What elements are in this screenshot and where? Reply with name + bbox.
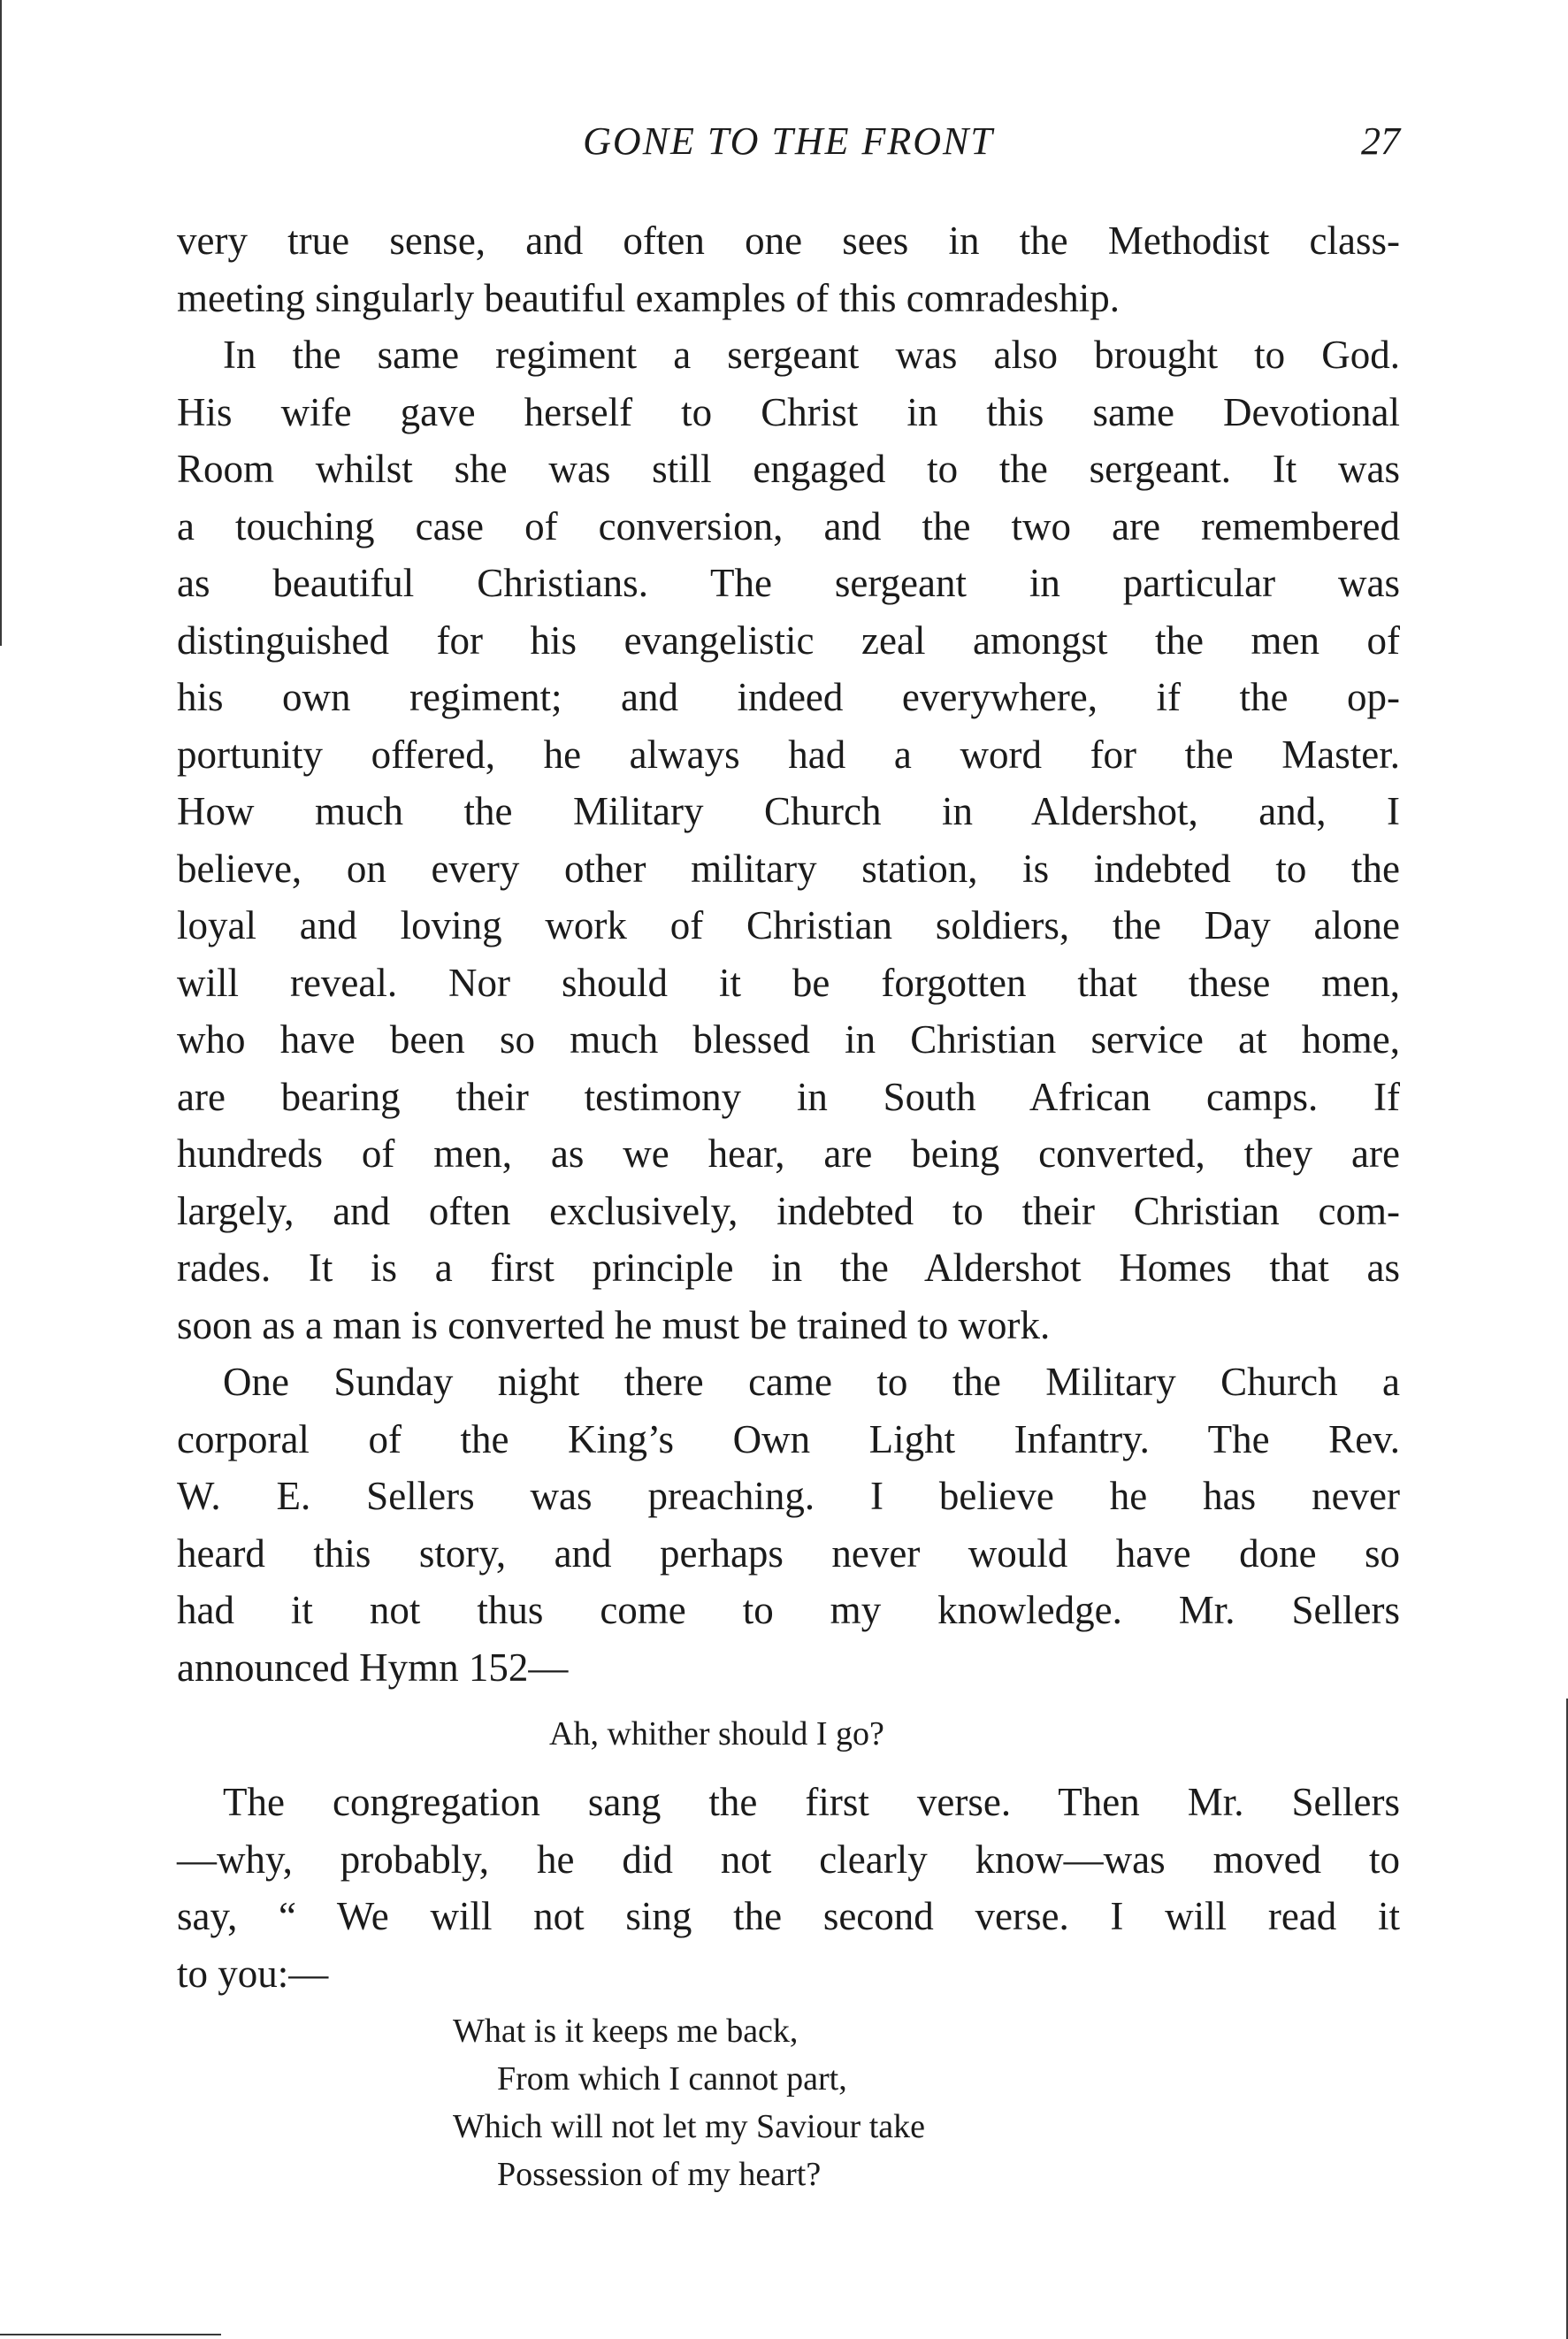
text-line: W. E. Sellers was preaching. I believe he has never <box>177 1474 1400 1518</box>
paragraph <box>177 212 1400 326</box>
page-number: 27 <box>1361 119 1400 163</box>
text-line: His wife gave herself to Christ in this same Devotional <box>177 389 1400 434</box>
text-line: who have been so much blessed in Christian service at home, <box>177 1017 1400 1062</box>
verse-line: What is it keeps me back, <box>453 2013 799 2050</box>
text-line: his own regiment; and indeed everywhere, if the op- <box>177 675 1400 719</box>
text-line: largely, and often exclusively, indebted to their Christian com- <box>177 1188 1400 1233</box>
text-line: are bearing their testimony in South African camps. If <box>177 1074 1400 1119</box>
text-line: as beautiful Christians. The sergeant in particular was <box>177 561 1400 605</box>
text-line: How much the Military Church in Aldershot, and, I <box>177 789 1400 833</box>
text-line: heard this story, and perhaps never would have done so <box>177 1530 1400 1576</box>
text-line: The congregation sang the first verse. Then Mr. Sellers <box>223 1780 1400 1824</box>
text-line: —why, probably, he did not clearly know—was moved to <box>177 1837 1400 1882</box>
text-line: soon as a man is converted he must be trained to work. <box>177 1302 1051 1347</box>
verse-line: Which will not let my Saviour take <box>453 2108 926 2145</box>
running-head <box>177 119 1400 172</box>
scan-edge-left <box>0 0 2 646</box>
text-line: portunity offered, he always had a word for the Master. <box>177 732 1400 777</box>
paragraph <box>177 326 1400 1354</box>
text-line: rades. It is a first principle in the Aldershot Homes that as <box>177 1246 1400 1290</box>
text-line: to you:— <box>177 1951 329 1996</box>
running-title: GONE TO THE FRONT <box>583 119 994 163</box>
text-line: Room whilst she was still engaged to the sergeant. It was <box>177 447 1400 491</box>
text-line: hundreds of men, as we hear, are being converted, they are <box>177 1131 1400 1176</box>
text-line: loyal and loving work of Christian soldiers, the Day alone <box>177 903 1400 947</box>
text-line: In the same regiment a sergeant was also brought to God. <box>223 333 1400 377</box>
text-line: One Sunday night there came to the Military Church a <box>223 1360 1400 1404</box>
text-line: announced Hymn 152— <box>177 1645 569 1690</box>
hymn-first-line: Ah, whither should I go? <box>549 1715 884 1752</box>
text-line: meeting singularly beautiful examples of this comradeship. <box>177 275 1120 320</box>
text-line: very true sense, and often one sees in the Methodist class- <box>177 219 1400 263</box>
text-line: corporal of the King’s Own Light Infantry. The Rev. <box>177 1416 1400 1461</box>
paragraph <box>177 1774 1400 2002</box>
verse-line: Possession of my heart? <box>497 2156 822 2193</box>
scan-edge-bottom <box>0 2334 221 2335</box>
text-line: distinguished for his evangelistic zeal amongst the men of <box>177 617 1400 663</box>
text-line: had it not thus come to my knowledge. Mr. Sellers <box>177 1588 1400 1632</box>
body-text <box>177 212 1400 2198</box>
text-line: a touching case of conversion, and the two are remembered <box>177 503 1400 548</box>
verse-line: From which I cannot part, <box>497 2060 847 2097</box>
hymn-verse <box>177 2007 1400 2198</box>
paragraph <box>177 1354 1400 1696</box>
text-line: believe, on every other military station, is indebted to the <box>177 846 1400 891</box>
text-line: say, “ We will not sing the second verse. I will read it <box>177 1894 1400 1938</box>
text-line: will reveal. Nor should it be forgotten that these men, <box>177 960 1400 1005</box>
